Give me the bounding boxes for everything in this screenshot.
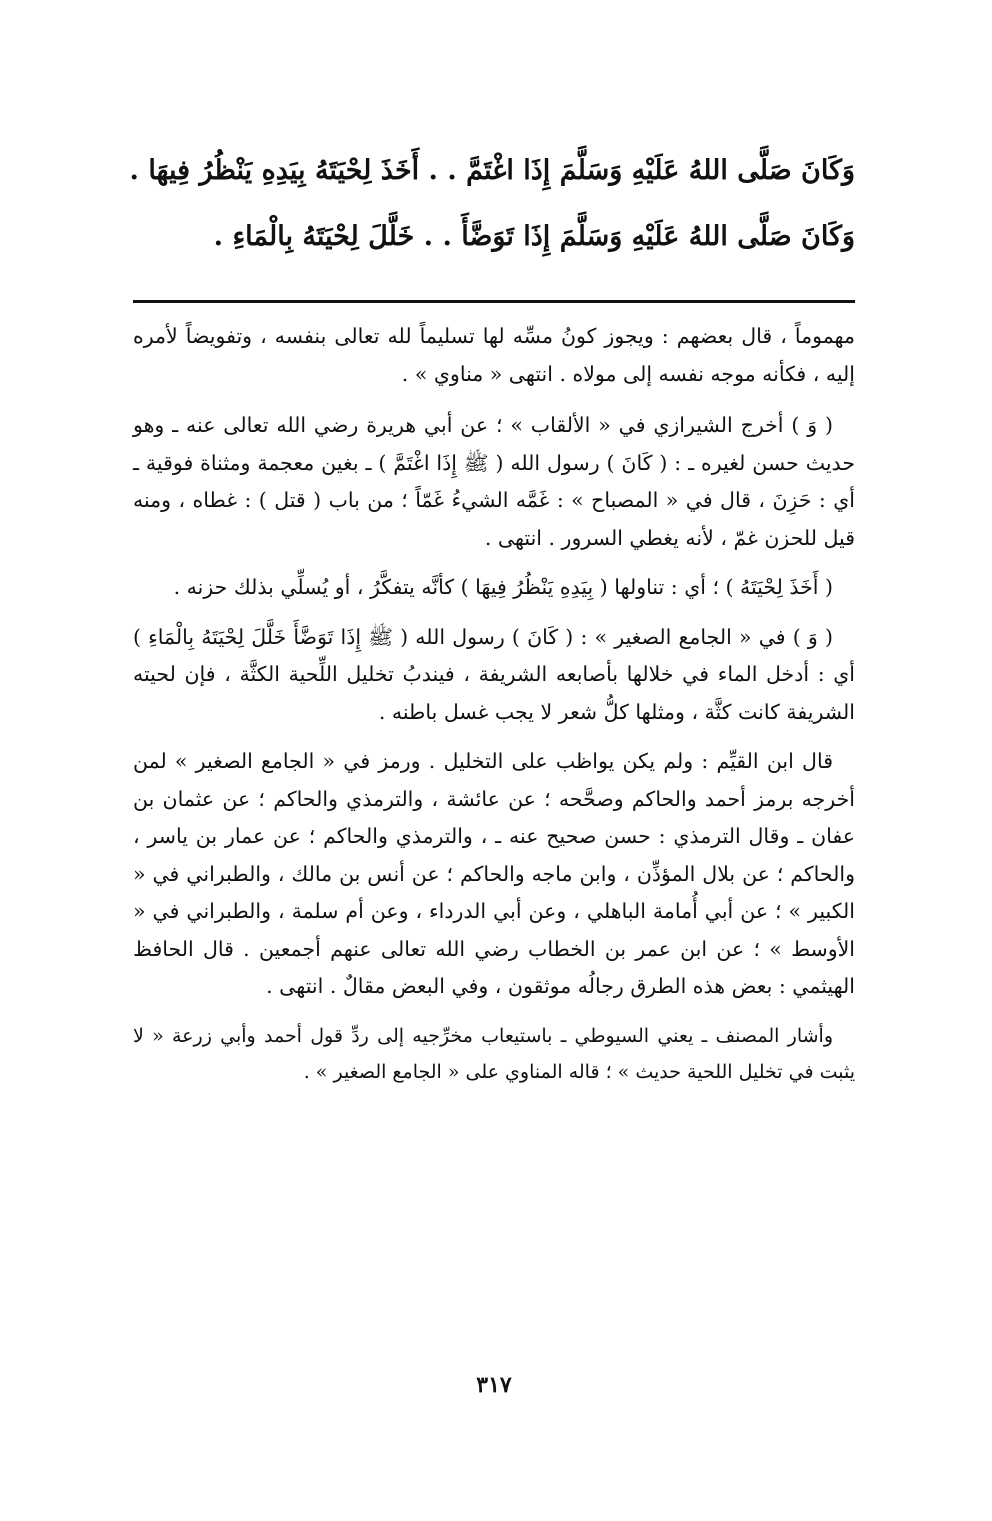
page-number: ٣١٧ [476, 1372, 512, 1398]
commentary-paragraph-4: ( وَ ) في « الجامع الصغير » : ( كَانَ ) رسول الله ( ﷺ إِذَا تَوَضَّأَ خَلَّلَ لِحْيَتَهُ بِالْمَاءِ ) أي : أدخل الماء في خلالها بأصابعه الشريفة ، فيندبُ تخليل اللِّحية الكثَّة ، فإن لحيته الشريفة كانت كثَّة ، ومثلها كلُّ شعر لا يجب غسل باطنه . [133, 624, 855, 724]
commentary-paragraph-5: قال ابن القيِّم : ولم يكن يواظب على التخليل . ورمز في « الجامع الصغير » لمن أخرجه برمز أحمد والحاكم وصحَّحه ؛ عن عائشة ، والترمذي والحاكم ؛ عن عثمان بن عفان ـ وقال الترمذي : حسن صحيح عنه ـ ، والترمذي والحاكم ؛ عن عمار بن ياسر ، والحاكم ؛ عن بلال المؤذِّن ، وابن ماجه والحاكم ؛ عن أنس بن مالك ، والطبراني في « الكبير » ؛ عن أبي أُمامة الباهلي ، وعن أبي الدرداء ، وعن أم سلمة ، والطبراني في « الأوسط » ؛ عن ابن عمر بن الخطاب رضي الله تعالى عنهم أجمعين . قال الحافظ الهيثمي : بعض هذه الطرق رجالُه موثقون ، وفي البعض مقالٌ . انتهى . [133, 749, 855, 998]
commentary-paragraph-6: وأشار المصنف ـ يعني السيوطي ـ باستيعاب مخرِّجيه إلى ردِّ قول أحمد وأبي زرعة « لا يثبت في تخليل اللحية حديث » ؛ قاله المناوي على « الجامع الصغير » . [133, 1024, 855, 1083]
separator-rule [133, 300, 855, 303]
commentary-paragraph-3: ( أَخَذَ لِحْيَتَهُ ) ؛ أي : تناولها ( بِيَدِهِ يَنْظُرُ فِيهَا ) كأنَّه يتفكَّرُ ، أو يُسلِّي بذلك حزنه . [173, 575, 833, 599]
commentary-paragraph-2: ( وَ ) أخرج الشيرازي في « الألقاب » ؛ عن أبي هريرة رضي الله تعالى عنه ـ وهو حديث حسن لغيره ـ : ( كَانَ ) رسول الله ( ﷺ إِذَا اغْتَمَّ ) ـ بغين معجمة ومثناة فوقية ـ أي : حَزِنَ ، قال في « المصباح » : غَمَّه الشيءُ غَمّاً ؛ من باب ( قتل ) : غطاه ، ومنه قيل للحزن غمّ ، لأنه يغطي السرور . انتهى . [133, 413, 855, 550]
commentary-text [133, 318, 855, 1102]
matn-line-2: وَكَانَ صَلَّى اللهُ عَلَيْهِ وَسَلَّمَ إِذَا تَوَضَّأَ . . خَلَّلَ لِحْيَتَهُ بِالْمَاءِ . [213, 221, 855, 252]
book-page [129, 0, 855, 1521]
matn-text [129, 138, 855, 270]
commentary-paragraph-1: مهموماً ، قال بعضهم : ويجوز كونُ مسِّه لها تسليماً لله تعالى بنفسه ، وتفويضاً لأمره إليه ، فكأنه موجه نفسه إلى مولاه . انتهى « مناوي » . [133, 324, 855, 386]
matn-line-1: وَكَانَ صَلَّى اللهُ عَلَيْهِ وَسَلَّمَ إِذَا اغْتَمَّ . . أَخَذَ لِحْيَتَهُ بِيَدِهِ يَنْظُرُ فِيهَا . [129, 155, 855, 186]
